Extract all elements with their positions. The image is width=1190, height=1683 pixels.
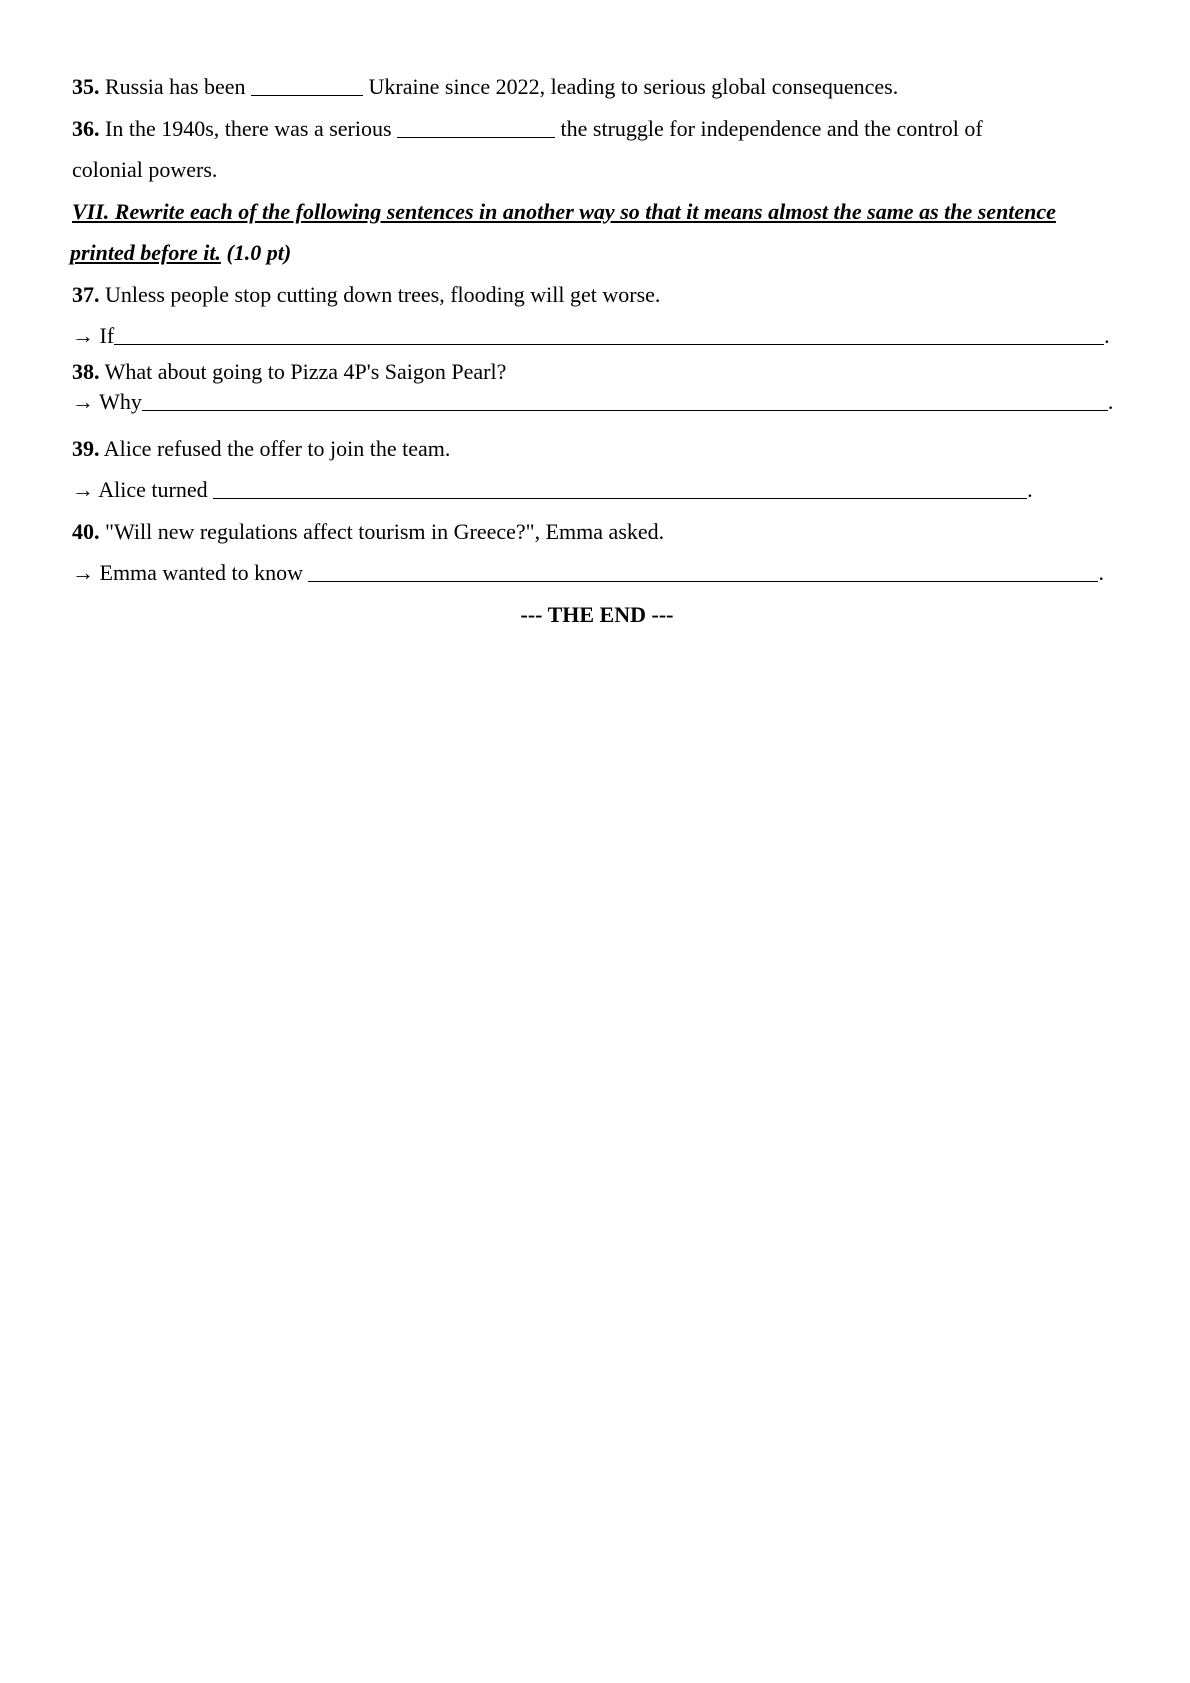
question-36 <box>72 108 1122 150</box>
question-number: 35. <box>72 74 100 99</box>
answer-end: . <box>1107 388 1114 414</box>
answer-blank[interactable] <box>308 580 1098 582</box>
question-40 <box>72 511 1122 553</box>
question-38 <box>72 357 1122 387</box>
question-number: 39. <box>72 435 100 461</box>
section-heading <box>72 191 1122 233</box>
answer-blank[interactable] <box>114 343 1104 345</box>
question-39 <box>72 428 1122 470</box>
answer-blank[interactable] <box>142 409 1108 411</box>
question-number: 38. <box>72 358 100 384</box>
answer-blank[interactable] <box>213 497 1027 499</box>
question-37 <box>72 274 1122 316</box>
answer-line-37 <box>72 315 1122 357</box>
answer-blank[interactable] <box>251 94 363 96</box>
answer-line-38 <box>72 387 1122 417</box>
question-sentence: "Will new regulations affect tourism in Greece?", Emma asked. <box>105 518 665 544</box>
section-points: (1.0 pt) <box>226 240 292 265</box>
question-36-continuation <box>72 149 1122 191</box>
worksheet-page <box>72 66 1122 635</box>
answer-prompt: → Alice turned <box>72 477 208 502</box>
question-text-after: Ukraine since 2022, leading to serious global consequences. <box>368 74 899 99</box>
answer-line-39 <box>72 469 1122 511</box>
answer-line-40 <box>72 552 1122 594</box>
answer-blank[interactable] <box>397 136 555 138</box>
question-number: 37. <box>72 281 100 307</box>
question-sentence: Alice refused the offer to join the team. <box>103 435 451 461</box>
section-title-line2: printed before it. <box>70 240 221 265</box>
question-text-before: In the 1940s, there was a serious <box>105 115 392 141</box>
question-number: 36. <box>72 115 100 141</box>
section-heading-continuation <box>70 232 1122 274</box>
the-end-footer: --- THE END --- <box>520 601 674 627</box>
question-text-before: Russia has been <box>105 74 246 99</box>
answer-prompt: → If <box>72 323 115 348</box>
question-text-continuation: colonial powers. <box>72 157 218 182</box>
answer-end: . <box>1104 323 1110 348</box>
question-text-after: the struggle for independence and the control of <box>560 115 983 141</box>
question-number: 40. <box>72 518 100 544</box>
question-sentence: Unless people stop cutting down trees, flooding will get worse. <box>105 281 661 307</box>
answer-end: . <box>1098 560 1104 585</box>
section-title-line1: VII. Rewrite each of the following sentences in another way so that it means almost the same as the sentence <box>72 198 1056 224</box>
answer-prompt: → Why <box>72 388 142 414</box>
question-35 <box>72 66 1122 108</box>
answer-end: . <box>1027 477 1033 502</box>
answer-prompt: → Emma wanted to know <box>72 560 303 585</box>
question-sentence: What about going to Pizza 4P's Saigon Pearl? <box>104 358 507 384</box>
